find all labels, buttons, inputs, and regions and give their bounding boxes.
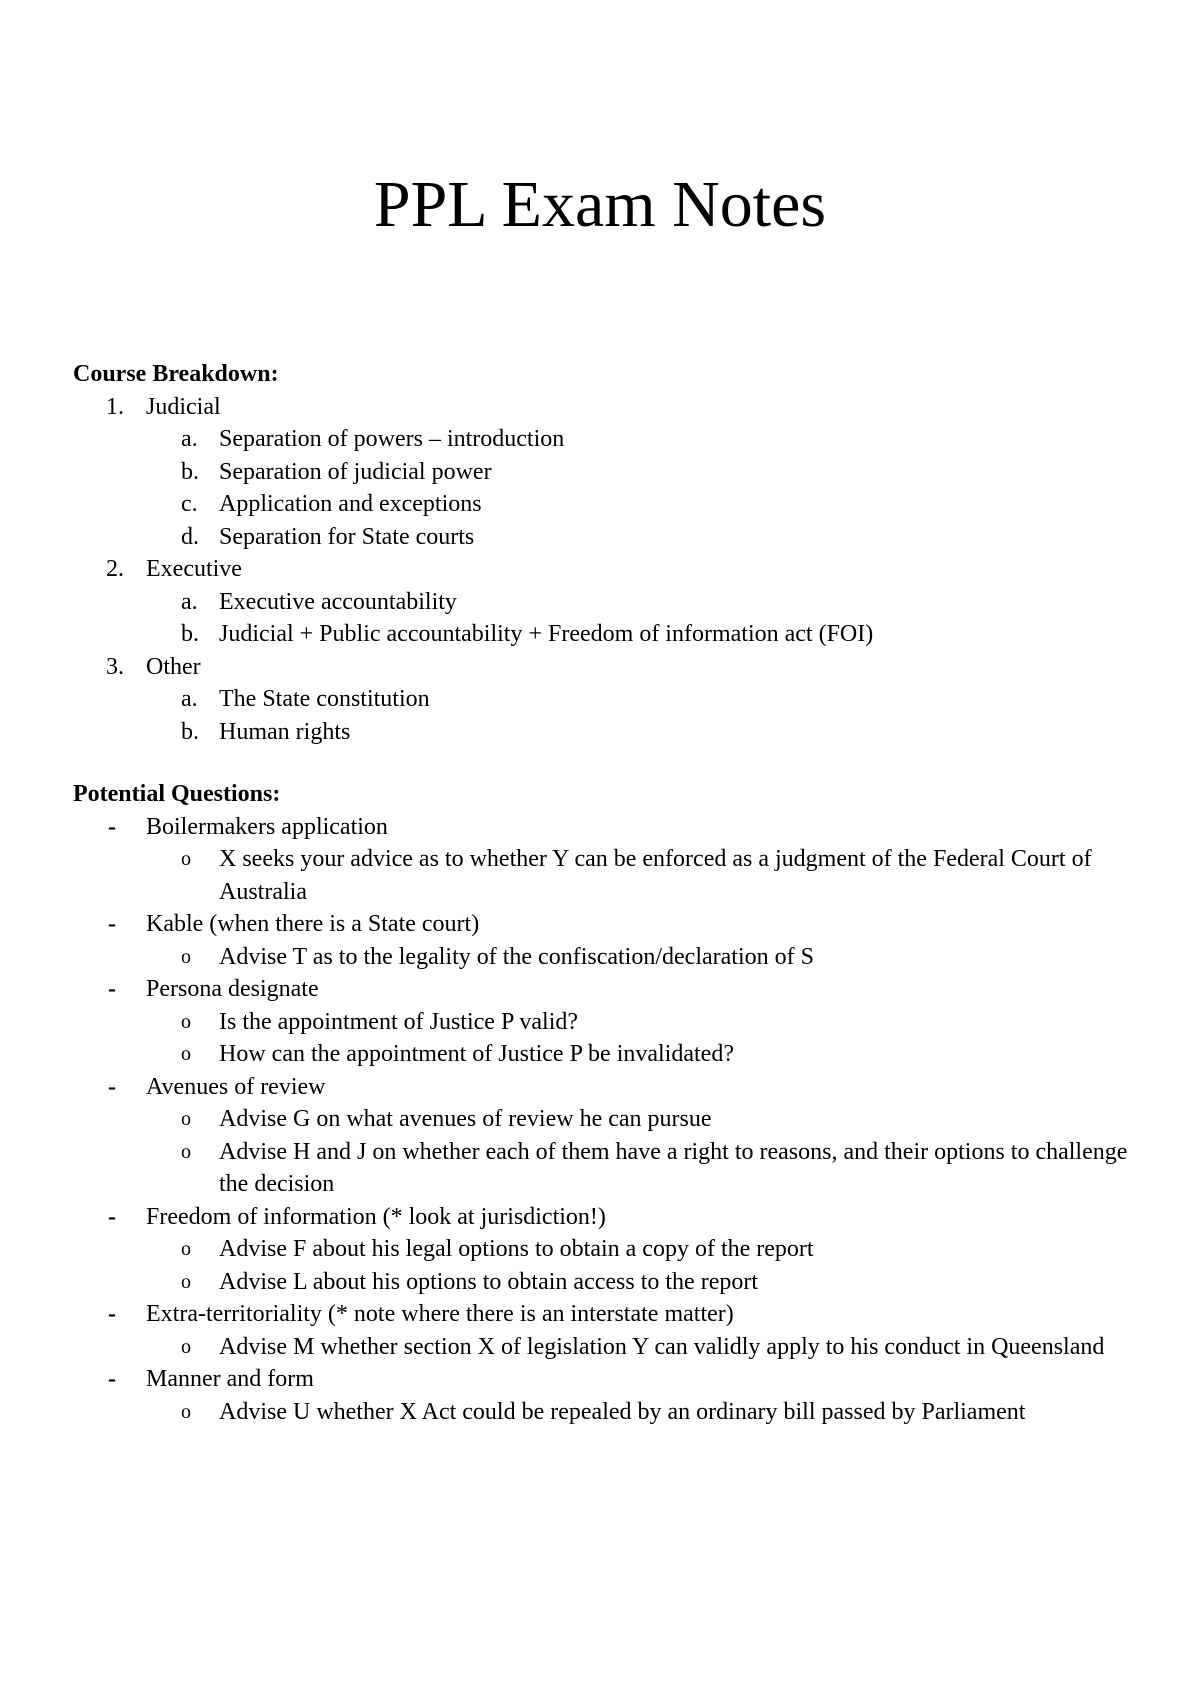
topic-item: [73, 973, 1133, 1006]
question-text: How can the appointment of Justice P be invalidated?: [219, 1041, 734, 1067]
list-item-text: Application and exceptions: [219, 491, 482, 517]
course-breakdown-heading: Course Breakdown:: [73, 361, 279, 387]
question-item: [73, 1233, 1133, 1266]
section-label: Other: [146, 653, 201, 680]
dash-bullet: -: [108, 911, 116, 937]
list-item: [73, 423, 1133, 456]
question-text: Advise G on what avenues of review he can pursue: [219, 1106, 712, 1132]
question-text: Advise M whether section X of legislation Y can validly apply to his conduct in Queensland: [219, 1333, 1105, 1360]
question-item: [73, 1266, 1133, 1299]
question-text: X seeks your advice as to whether Y can be enforced as a judgment of the Federal Court of Australia: [219, 846, 1092, 905]
list-letter: a.: [181, 426, 198, 452]
section-label: Executive: [146, 556, 242, 582]
circle-bullet: o: [181, 1043, 191, 1065]
topic-label: Extra-territoriality (* note where there is an interstate matter): [146, 1301, 734, 1327]
question-item: [73, 1103, 1133, 1136]
list-letter: a.: [181, 588, 198, 615]
question-item: [73, 1136, 1133, 1201]
question-item: [73, 843, 1133, 908]
topic-item: [73, 1363, 1133, 1396]
list-item: [73, 488, 1133, 521]
question-text: Advise L about his options to obtain access to the report: [219, 1268, 759, 1295]
topic-item: [73, 908, 1133, 941]
question-item: [73, 1396, 1133, 1429]
circle-bullet: o: [181, 945, 191, 968]
question-text: Advise T as to the legality of the confiscation/declaration of S: [219, 943, 814, 970]
topic-label: Manner and form: [146, 1366, 314, 1392]
list-number: 3.: [106, 653, 124, 680]
question-item: [73, 1038, 1133, 1071]
section-item: [73, 391, 1133, 424]
page-title: PPL Exam Notes: [373, 168, 827, 241]
question-text: Is the appointment of Justice P valid?: [219, 1008, 579, 1035]
list-item: [73, 683, 1133, 716]
list-number: 1.: [106, 393, 124, 420]
topic-label: Avenues of review: [146, 1073, 326, 1100]
topic-item: [73, 811, 1133, 844]
circle-bullet: o: [181, 848, 191, 870]
question-item: [73, 941, 1133, 974]
list-number: 2.: [106, 556, 124, 582]
document-body: [73, 358, 1133, 1428]
topic-label: Persona designate: [146, 976, 319, 1002]
list-item-text: Judicial + Public accountability + Freedom of information act (FOI): [219, 621, 874, 647]
circle-bullet: o: [181, 1400, 191, 1423]
list-letter: a.: [181, 686, 198, 712]
topic-label: Kable (when there is a State court): [146, 911, 480, 937]
dash-bullet: -: [108, 1366, 116, 1392]
question-item: [73, 1006, 1133, 1039]
topic-item: [73, 1298, 1133, 1331]
topic-label: Freedom of information (* look at jurisdiction!): [146, 1203, 606, 1230]
circle-bullet: o: [181, 1335, 191, 1358]
list-letter: b.: [181, 621, 199, 647]
section-item: [73, 651, 1133, 684]
topic-label: Boilermakers application: [146, 813, 388, 840]
question-item: [73, 1331, 1133, 1364]
list-letter: d.: [181, 523, 199, 550]
list-item-text: Separation for State courts: [219, 523, 475, 550]
list-item: [73, 456, 1133, 489]
list-item-text: Separation of powers – introduction: [219, 426, 565, 452]
potential-questions-heading: Potential Questions:: [73, 781, 281, 807]
list-letter: b.: [181, 718, 199, 745]
question-text: Advise F about his legal options to obtain a copy of the report: [219, 1236, 814, 1262]
dash-bullet: -: [108, 1301, 116, 1327]
section-item: [73, 553, 1133, 586]
circle-bullet: o: [181, 1270, 191, 1293]
list-item-text: Separation of judicial power: [219, 458, 492, 485]
circle-bullet: o: [181, 1108, 191, 1130]
list-item-text: Human rights: [219, 718, 351, 745]
dash-bullet: -: [108, 1073, 116, 1100]
list-item: [73, 618, 1133, 651]
list-item: [73, 586, 1133, 619]
list-item-text: The State constitution: [219, 686, 430, 712]
circle-bullet: o: [181, 1140, 191, 1163]
list-item-text: Executive accountability: [219, 588, 457, 615]
section-spacer: [73, 748, 1133, 778]
list-item: [73, 521, 1133, 554]
potential-questions-list: [73, 811, 1133, 1429]
dash-bullet: -: [108, 976, 116, 1002]
dash-bullet: -: [108, 813, 116, 840]
dash-bullet: -: [108, 1203, 116, 1230]
section-label: Judicial: [146, 393, 221, 420]
list-letter: b.: [181, 458, 199, 485]
circle-bullet: o: [181, 1010, 191, 1033]
circle-bullet: o: [181, 1238, 191, 1260]
topic-item: [73, 1071, 1133, 1104]
question-text: Advise U whether X Act could be repealed by an ordinary bill passed by Parliament: [219, 1398, 1026, 1425]
list-letter: c.: [181, 491, 198, 517]
question-text: Advise H and J on whether each of them have a right to reasons, and their options to challenge the decision: [219, 1138, 1128, 1197]
course-breakdown-list: [73, 391, 1133, 749]
list-item: [73, 716, 1133, 749]
topic-item: [73, 1201, 1133, 1234]
